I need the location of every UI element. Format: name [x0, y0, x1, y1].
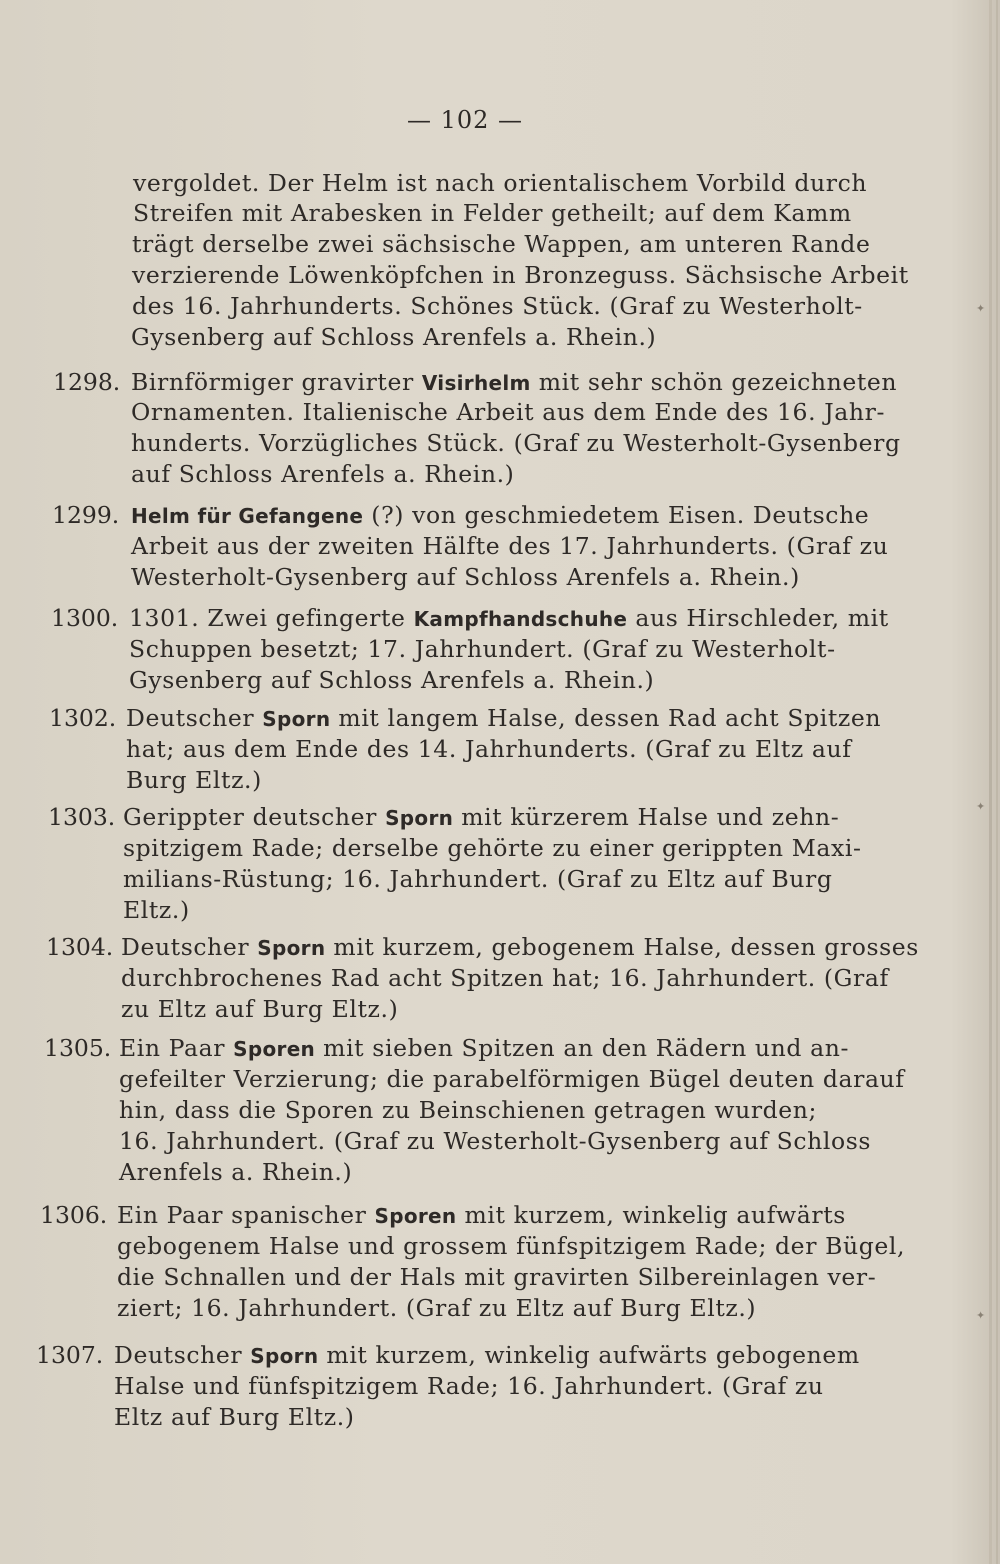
line-text: mit kürzerem Halse und zehn-: [453, 803, 840, 831]
page-edge-line: [996, 0, 998, 1564]
entry-line: [131, 428, 901, 459]
entry-line: [129, 665, 654, 696]
entry-line: [114, 1340, 860, 1372]
entry-line: [131, 459, 514, 490]
entry-line: [126, 734, 852, 765]
entry-number: 1304.: [46, 933, 114, 961]
line-text: gefeilter Verzierung; die parabelförmigen Bügel deuten darauf: [119, 1065, 905, 1093]
entry-line: [119, 1064, 905, 1095]
line-text: durchbrochenes Rad acht Spitzen hat; 16. Jahrhundert. (Graf: [121, 964, 889, 992]
entry-number: 1298.: [53, 368, 121, 396]
entry-line: [123, 833, 862, 864]
line-text: Burg Eltz.): [126, 766, 262, 794]
intro-line: des 16. Jahrhunderts. Schönes Stück. (Graf zu Westerholt-: [132, 292, 863, 320]
entry-line: [117, 1200, 846, 1232]
line-text: Eltz auf Burg Eltz.): [114, 1403, 355, 1431]
page-edge-shadow: [989, 0, 992, 1564]
entry-line: [129, 603, 889, 635]
line-text: milians-Rüstung; 16. Jahrhundert. (Graf zu Eltz auf Burg: [123, 865, 833, 893]
entry-line: [131, 531, 888, 562]
line-text: Gysenberg auf Schloss Arenfels a. Rhein.): [129, 666, 655, 694]
line-text: 1301. Zwei gefingerte: [129, 604, 414, 632]
line-text: spitzigem Rade; derselbe gehörte zu einer gerippten Maxi-: [123, 834, 862, 862]
margin-mark: ✦: [976, 800, 986, 813]
intro-line: verzierende Löwenköpfchen in Bronzeguss. Sächsische Arbeit: [132, 261, 909, 289]
entry-line: [123, 864, 833, 895]
line-text: mit sieben Spitzen an den Rädern und an-: [315, 1034, 849, 1062]
line-text: Arenfels a. Rhein.): [119, 1158, 353, 1186]
entry-line: [119, 1157, 352, 1188]
keyword: Sporen: [233, 1037, 316, 1061]
entry-line: [119, 1126, 871, 1157]
entry-line: [121, 932, 919, 964]
entry-number: 1300.: [51, 604, 119, 632]
line-text: hat; aus dem Ende des 14. Jahrhunderts. (Graf zu Eltz auf: [126, 735, 852, 763]
keyword: Sporn: [257, 936, 326, 960]
entry-line: [121, 994, 398, 1025]
line-text: 16. Jahrhundert. (Graf zu Westerholt-Gysenberg auf Schloss: [119, 1127, 872, 1155]
line-text: mit kurzem, winkelig aufwärts: [456, 1201, 846, 1229]
entry-line: [117, 1231, 905, 1262]
entry-number: 1303.: [48, 803, 116, 831]
line-text: hunderts. Vorzügliches Stück. (Graf zu Westerholt-Gysenberg: [131, 429, 901, 457]
intro-line: vergoldet. Der Helm ist nach orientalischem Vorbild durch: [133, 169, 868, 197]
entry-line: [131, 500, 869, 532]
keyword: Sporn: [385, 806, 454, 830]
entry-number: 1306.: [40, 1201, 108, 1229]
margin-mark: ✦: [976, 1309, 986, 1322]
line-text: Deutscher: [114, 1341, 251, 1369]
entry-line: [123, 802, 839, 834]
line-text: mit sehr schön gezeichneten: [530, 368, 898, 396]
line-text: Halse und fünfspitzigem Rade; 16. Jahrhundert. (Graf zu: [114, 1372, 824, 1400]
keyword: Kampfhandschuhe: [413, 607, 628, 631]
entry-line: [126, 703, 881, 735]
entry-line: [121, 963, 889, 994]
intro-line: trägt derselbe zwei sächsische Wappen, am unteren Rande: [132, 230, 871, 258]
page-number: — 102 —: [406, 106, 524, 134]
margin-mark: ✦: [976, 302, 986, 315]
line-text: mit kurzem, winkelig aufwärts gebogenem: [318, 1341, 860, 1369]
intro-line: Streifen mit Arabesken in Felder getheilt; auf dem Kamm: [133, 199, 852, 227]
line-text: (?) von geschmiedetem Eisen. Deutsche: [363, 501, 870, 529]
line-text: auf Schloss Arenfels a. Rhein.): [131, 460, 515, 488]
line-text: hin, dass die Sporen zu Beinschienen getragen wurden;: [119, 1096, 818, 1124]
intro-line: Gysenberg auf Schloss Arenfels a. Rhein.): [131, 323, 657, 351]
entry-number: 1299.: [52, 501, 120, 529]
entry-number: 1302.: [49, 704, 117, 732]
line-text: gebogenem Halse und grossem fünfspitzigem Rade; der Bügel,: [117, 1232, 906, 1260]
line-text: Ein Paar spanischer: [117, 1201, 375, 1229]
keyword: Visirhelm: [421, 371, 531, 395]
line-text: Deutscher: [121, 933, 258, 961]
line-text: mit kurzem, gebogenem Halse, dessen grosses: [325, 933, 919, 961]
line-text: Arbeit aus der zweiten Hälfte des 17. Jahrhunderts. (Graf zu: [131, 532, 889, 560]
entry-number: 1305.: [44, 1034, 112, 1062]
keyword: Sporn: [262, 707, 331, 731]
entry-line: [129, 634, 836, 665]
entry-line: [114, 1371, 824, 1402]
line-text: Eltz.): [123, 896, 190, 924]
entry-line: [123, 895, 190, 926]
entry-line: [131, 367, 897, 399]
line-text: ziert; 16. Jahrhundert. (Graf zu Eltz auf Burg Eltz.): [117, 1294, 757, 1322]
entry-line: [114, 1402, 355, 1433]
line-text: Ornamenten. Italienische Arbeit aus dem Ende des 16. Jahr-: [131, 398, 885, 426]
entry-line: [131, 397, 885, 428]
line-text: Westerholt-Gysenberg auf Schloss Arenfels a. Rhein.): [131, 563, 800, 591]
keyword: Helm für Gefangene: [131, 504, 364, 528]
line-text: mit langem Halse, dessen Rad acht Spitzen: [330, 704, 882, 732]
entry-line: [119, 1095, 817, 1126]
line-text: die Schnallen und der Hals mit gravirten Silbereinlagen ver-: [117, 1263, 877, 1291]
line-text: zu Eltz auf Burg Eltz.): [121, 995, 399, 1023]
keyword: Sporen: [374, 1204, 457, 1228]
line-text: Schuppen besetzt; 17. Jahrhundert. (Graf zu Westerholt-: [129, 635, 836, 663]
keyword: Sporn: [250, 1344, 319, 1368]
line-text: Deutscher: [126, 704, 263, 732]
line-text: Gerippter deutscher: [123, 803, 386, 831]
entry-line: [117, 1262, 876, 1293]
entry-line: [117, 1293, 756, 1324]
line-text: aus Hirschleder, mit: [627, 604, 889, 632]
entry-line: [126, 765, 262, 796]
entry-number: 1307.: [36, 1341, 104, 1369]
line-text: Ein Paar: [119, 1034, 234, 1062]
entry-line: [119, 1033, 849, 1065]
line-text: Birnförmiger gravirter: [131, 368, 422, 396]
entry-line: [131, 562, 800, 593]
